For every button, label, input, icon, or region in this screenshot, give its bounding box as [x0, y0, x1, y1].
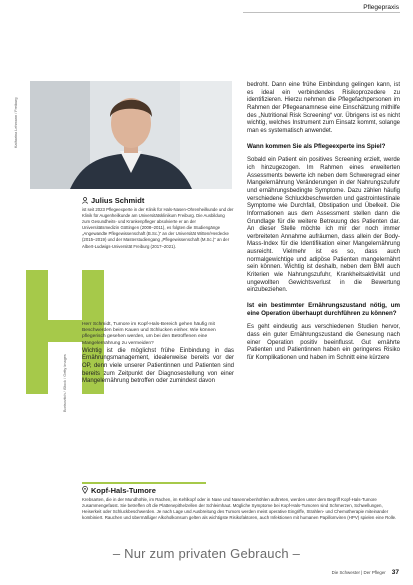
info-box — [82, 482, 400, 521]
interview-question-1: Herr Schmidt, Tumore im Kopf-Hals-Bereich gehen häufig mit Beschwerden beim Kauen und Schlucken einher. Wie können pflegerisch gesehen werden, um bei den Betroffenen eine Mangelernährung zu vermeiden? — [82, 322, 216, 346]
photo-credit: Katharina Lehmann / Freiburg — [14, 97, 18, 148]
info-box-text: Krebsarten, die in der Mundhöhle, im Rachen, im Kehlkopf oder in Nase und Nasennebenhöhlen auftreten, werden unter dem Begriff Kopf-Hals-Tumore zusammengefasst. Sie betreffen oft die Plattenepithelzellen der Schleimhaut. Mögliche Symptome bei Kopf-Hals-Tumoren sind Schmerzen, Schwellungen, Heiserkeit oder Schluckbeschwerden. Je nach Lage und Ausbreitung des Tumors werden meist operative Eingriffe, Strahlen- und Chemotherapie miteinander kombiniert. Rauchen und übermäßiger Alkoholkonsum gelten als wichtigste Risikofaktoren, auch Infektionen mit humanen Papillomviren (HPV) spielen eine Rolle. — [82, 496, 397, 521]
author-name: Julius Schmidt — [91, 196, 145, 205]
section-title: Pflegepraxis — [363, 4, 399, 11]
header-rule — [243, 12, 400, 13]
watermark: – Nur zum privaten Gebrauch – — [112, 546, 301, 561]
interview-answer-3: Es geht eindeutig aus verschiedenen Studien hervor, dass ein guter Ernährungszustand die Genesung nach einer Operation positiv beeinflusst. Gut ernährte Patienten und Patientinnen haben ein geringeres Risiko für Komplikationen und haben im Schnitt eine kürzere — [247, 324, 400, 361]
info-box-title-row — [82, 486, 400, 495]
interview-answer-2: Sobald ein Patient ein positives Screening erzielt, werde ich hinzugezogen. Im Rahmen eines erweiterten Assessments bewerte ich neben dem Schweregrad einer Mangelernährung Veränderungen in der Nahrungszufuhr und ernährungsbedingte Symptome. Dazu zählen häufig verschiedene Schluckbeschwerden und gastrointestinale Symptome wie Durchfall, Obstipation und Übelkeit. Die Informationen aus dem Assessment stellen dann die Grundlage für die weitere Betreuung des Patienten dar. An dieser Stelle möchte ich mir der noch immer verbreiteten Annahme aufräumen, dass allein der Body-Mass-Index für die Identifikation einer Mangelernährung ausreicht. Vielmehr ist es so, dass auch normalgewichtige und adipöse Patienten mangelernährt sein können. Wichtig ist deshalb, neben dem BMI auch Kriterien wie Nahrungszufuhr, Krankheitsaktivität und ungewollten Gewichtsverlust in die Bewertung einzubeziehen. — [247, 157, 400, 294]
interview-left-column — [82, 322, 234, 386]
author-bio-text: ist seit 2023 Pflegeexperte in der Klinik für Hals-Nasen-Ohrenheilkunde und der Klinik für Augenheilkunde am Universitätsklinikum Freiburg. Die Ausbildung zum Gesundheits- und Krankenpfleger absolvierte er an der Universitätsmedizin Göttingen (2008–2011), es folgten die Studiengänge „Angewandte Pflegewissenschaft (B.Sc.)“ an der Universität Witten/Herdecke (2015–2019) und der Masterstudiengang „Pflegewissenschaft (M.Sc.)“ an der Albert-Ludwigs-Universität Freiburg (2017–2021). — [82, 207, 234, 249]
journal-name: Die Schwester | Der Pfleger — [331, 570, 386, 575]
page-footer — [332, 569, 399, 576]
interview-question-2: Wann kommen Sie als Pflegeexperte ins Spiel? — [247, 142, 386, 150]
person-icon — [82, 197, 88, 204]
author-bio — [82, 196, 234, 250]
interview-answer-1: Wichtig ist die möglichst frühe Einbindung in das Ernährungsmanagement, idealerweise bereits vor der OP, denn viele unserer Patientinnen und Patienten sind bereits zum Zeitpunkt der Diagnosestellung von einer Mangelernährung betroffen oder zumindest davon — [82, 347, 234, 385]
author-name-row — [82, 196, 234, 205]
page-number: 37 — [391, 569, 399, 576]
letter-image-credit: Borisovitch / iStock / Getty Images — [63, 354, 67, 412]
location-pin-icon — [82, 486, 88, 494]
interview-answer-1-continued: bedroht. Dann eine frühe Einbindung gelingen kann, ist es ideal ein verbindendes Risikoprozedere zu identifizieren. Hierzu nehmen die Pflegefachpersonen im Rahmen der Pflegeanamnese eine Einschätzung mithilfe des „Nutritional Risk Screening“ vor. Übrigens ist es nicht wichtig, welches Instrument zum Einsatz kommt, solange man es systematisch anwendet. — [247, 82, 400, 134]
interview-right-column — [247, 82, 400, 370]
author-photo — [30, 81, 232, 189]
interview-question-3: Ist ein bestimmter Ernährungszustand nötig, um eine Operation überhaupt durchführen zu können? — [247, 302, 400, 317]
info-box-rule — [82, 482, 206, 484]
info-box-title: Kopf-Hals-Tumore — [91, 485, 156, 495]
